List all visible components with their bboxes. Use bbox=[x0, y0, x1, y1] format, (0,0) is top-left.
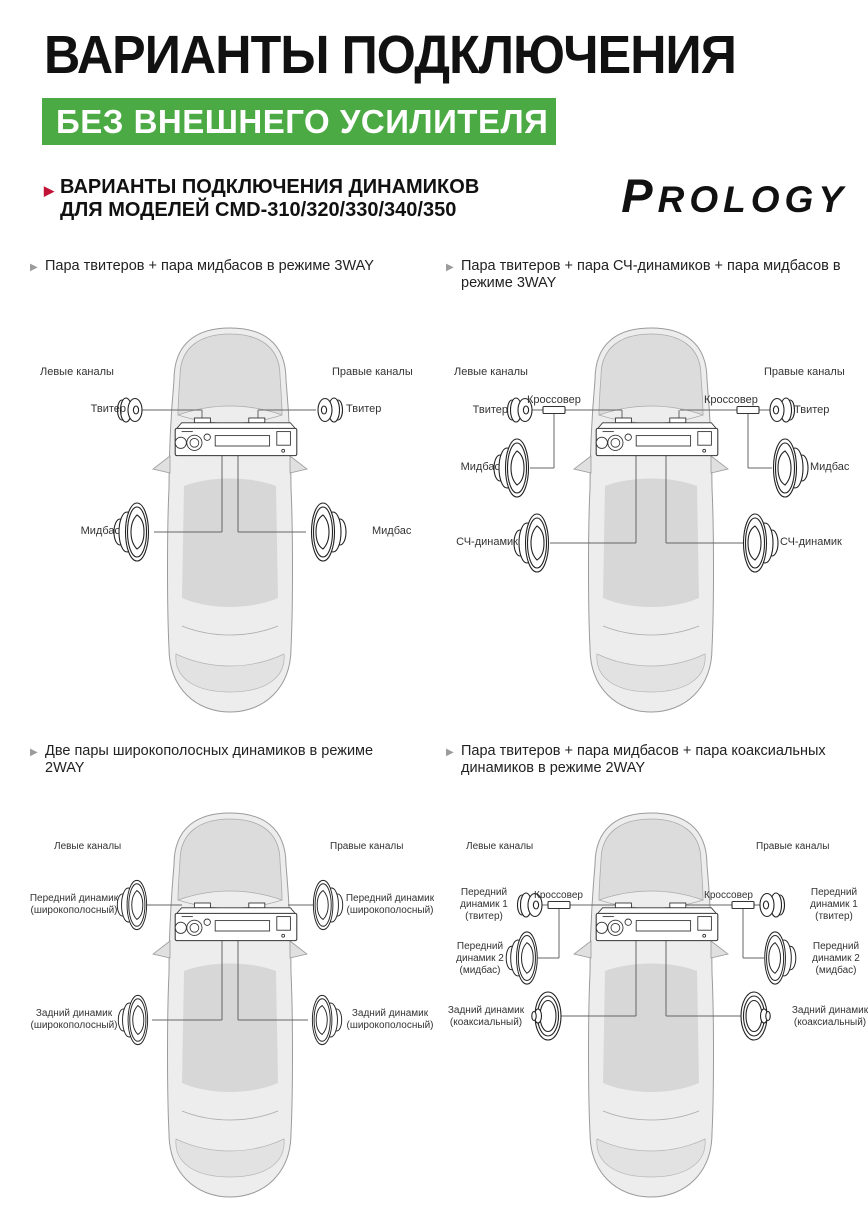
rear-speaker-icon-right bbox=[312, 995, 341, 1044]
panel-heading bbox=[446, 258, 861, 292]
wiring-diagram bbox=[446, 795, 868, 1215]
label-left-channels: Левые каналы bbox=[466, 841, 534, 852]
label-tweeter-left: Твитер bbox=[472, 404, 508, 416]
rear-speaker-icon-left bbox=[118, 995, 147, 1044]
label-mid-speaker-right: СЧ-динамик bbox=[780, 536, 842, 548]
gray-bullet-arrow-icon: ▶ bbox=[30, 262, 38, 273]
panel-tweeters-midbass-coax-2way bbox=[446, 737, 868, 1228]
label-right-channels: Правые каналы bbox=[330, 841, 404, 852]
car-top-view bbox=[153, 328, 307, 712]
label-tweeter-right: Твитер bbox=[794, 404, 830, 416]
label-crossover-left: Кроссовер bbox=[527, 394, 581, 406]
front-speaker-icon-left bbox=[117, 880, 146, 929]
amplifier-banner: БЕЗ ВНЕШНЕГО УСИЛИТЕЛЯ bbox=[42, 98, 556, 145]
label-front-speaker-left: Передний динамик (широкополосный) bbox=[29, 893, 119, 916]
car-top-view bbox=[574, 328, 728, 712]
label-left-channels: Левые каналы bbox=[454, 366, 528, 378]
panel-heading-text: Пара твитеров + пара мидбасов + пара коаксиальных динамиков в режиме 2WAY bbox=[461, 743, 826, 776]
label-front-speaker-2-right: Передний динамик 2 (мидбас) bbox=[812, 941, 860, 976]
label-front-speaker-right: Передний динамик (широкополосный) bbox=[345, 893, 435, 916]
label-crossover-left: Кроссовер bbox=[534, 890, 583, 901]
tweeter-icon-right bbox=[318, 398, 343, 422]
panel-heading bbox=[30, 743, 390, 777]
head-unit-icon bbox=[175, 903, 297, 941]
mid-speaker-icon-right bbox=[744, 514, 779, 572]
panel-heading-text: Две пары широкополосных динамиков в режиме 2WAY bbox=[45, 743, 374, 776]
label-front-speaker-1-left: Передний динамик 1 (твитер) bbox=[460, 887, 508, 922]
crossover-icon-left bbox=[548, 902, 570, 909]
red-bullet-arrow-icon: ▶ bbox=[44, 183, 54, 198]
label-rear-speaker-left: Задний динамик (широкополосный) bbox=[30, 1008, 118, 1031]
wiring-diagram bbox=[30, 795, 440, 1215]
label-front-speaker-2-left: Передний динамик 2 (мидбас) bbox=[456, 941, 504, 976]
rear-coaxial-icon-right bbox=[741, 992, 770, 1040]
rear-coaxial-icon-left bbox=[532, 992, 561, 1040]
label-left-channels: Левые каналы bbox=[40, 366, 114, 378]
wiring-diagram-svg bbox=[30, 795, 440, 1215]
gray-bullet-arrow-icon: ▶ bbox=[446, 262, 454, 273]
panel-heading-text: Пара твитеров + пара мидбасов в режиме 3WAY bbox=[45, 258, 374, 274]
label-midbass-left: Мидбас bbox=[80, 525, 120, 537]
label-midbass-right: Мидбас bbox=[372, 525, 412, 537]
crossover-icon-left bbox=[543, 407, 565, 414]
subtitle-line-2: ДЛЯ МОДЕЛЕЙ CMD-310/320/330/340/350 bbox=[60, 199, 457, 221]
front-tweeter-icon-right bbox=[760, 893, 785, 917]
subtitle-line-1: ВАРИАНТЫ ПОДКЛЮЧЕНИЯ ДИНАМИКОВ bbox=[60, 176, 480, 198]
label-rear-speaker-left: Задний динамик (коаксиальный) bbox=[447, 1005, 525, 1028]
label-tweeter-right: Твитер bbox=[346, 403, 382, 415]
tweeter-icon-right bbox=[770, 398, 795, 422]
label-right-channels: Правые каналы bbox=[764, 366, 845, 378]
label-front-speaker-1-right: Передний динамик 1 (твитер) bbox=[810, 887, 858, 922]
panel-heading-text: Пара твитеров + пара СЧ-динамиков + пара мидбасов в режиме 3WAY bbox=[461, 258, 841, 291]
brand-logo: PROLOGY bbox=[621, 169, 848, 222]
head-unit-icon bbox=[596, 903, 718, 941]
label-right-channels: Правые каналы bbox=[332, 366, 413, 378]
crossover-icon-right bbox=[737, 407, 759, 414]
label-rear-speaker-right: Задний динамик (широкополосный) bbox=[346, 1008, 434, 1031]
head-unit-icon bbox=[596, 418, 718, 456]
panel-wideband-2way bbox=[30, 737, 440, 1228]
label-tweeter-left: Твитер bbox=[90, 403, 126, 415]
gray-bullet-arrow-icon: ▶ bbox=[30, 747, 38, 758]
crossover-icon-right bbox=[732, 902, 754, 909]
car-top-view bbox=[153, 813, 307, 1197]
label-mid-speaker-left: СЧ-динамик bbox=[456, 536, 518, 548]
wiring-diagram bbox=[446, 310, 868, 730]
front-midbass-icon-right bbox=[765, 932, 796, 984]
head-unit-icon bbox=[175, 418, 297, 456]
front-speaker-icon-right bbox=[313, 880, 342, 929]
midbass-icon-right bbox=[774, 439, 809, 497]
label-left-channels: Левые каналы bbox=[54, 841, 122, 852]
panel-tweeters-mid-midbass-3way bbox=[446, 252, 868, 732]
midbass-icon-right bbox=[312, 503, 347, 561]
panel-heading bbox=[30, 258, 390, 275]
label-crossover-right: Кроссовер bbox=[704, 890, 753, 901]
section-subtitle bbox=[44, 176, 479, 222]
wiring-diagram bbox=[30, 310, 440, 730]
label-crossover-right: Кроссовер bbox=[704, 394, 758, 406]
panel-tweeters-midbass-3way bbox=[30, 252, 440, 732]
label-midbass-right: Мидбас bbox=[810, 461, 850, 473]
page-title: ВАРИАНТЫ ПОДКЛЮЧЕНИЯ bbox=[44, 25, 736, 85]
mid-speaker-icon-left bbox=[514, 514, 549, 572]
panel-heading bbox=[446, 743, 861, 777]
gray-bullet-arrow-icon: ▶ bbox=[446, 747, 454, 758]
label-rear-speaker-right: Задний динамик (коаксиальный) bbox=[791, 1005, 868, 1028]
label-midbass-left: Мидбас bbox=[460, 461, 500, 473]
car-top-view bbox=[574, 813, 728, 1197]
label-right-channels: Правые каналы bbox=[756, 841, 830, 852]
